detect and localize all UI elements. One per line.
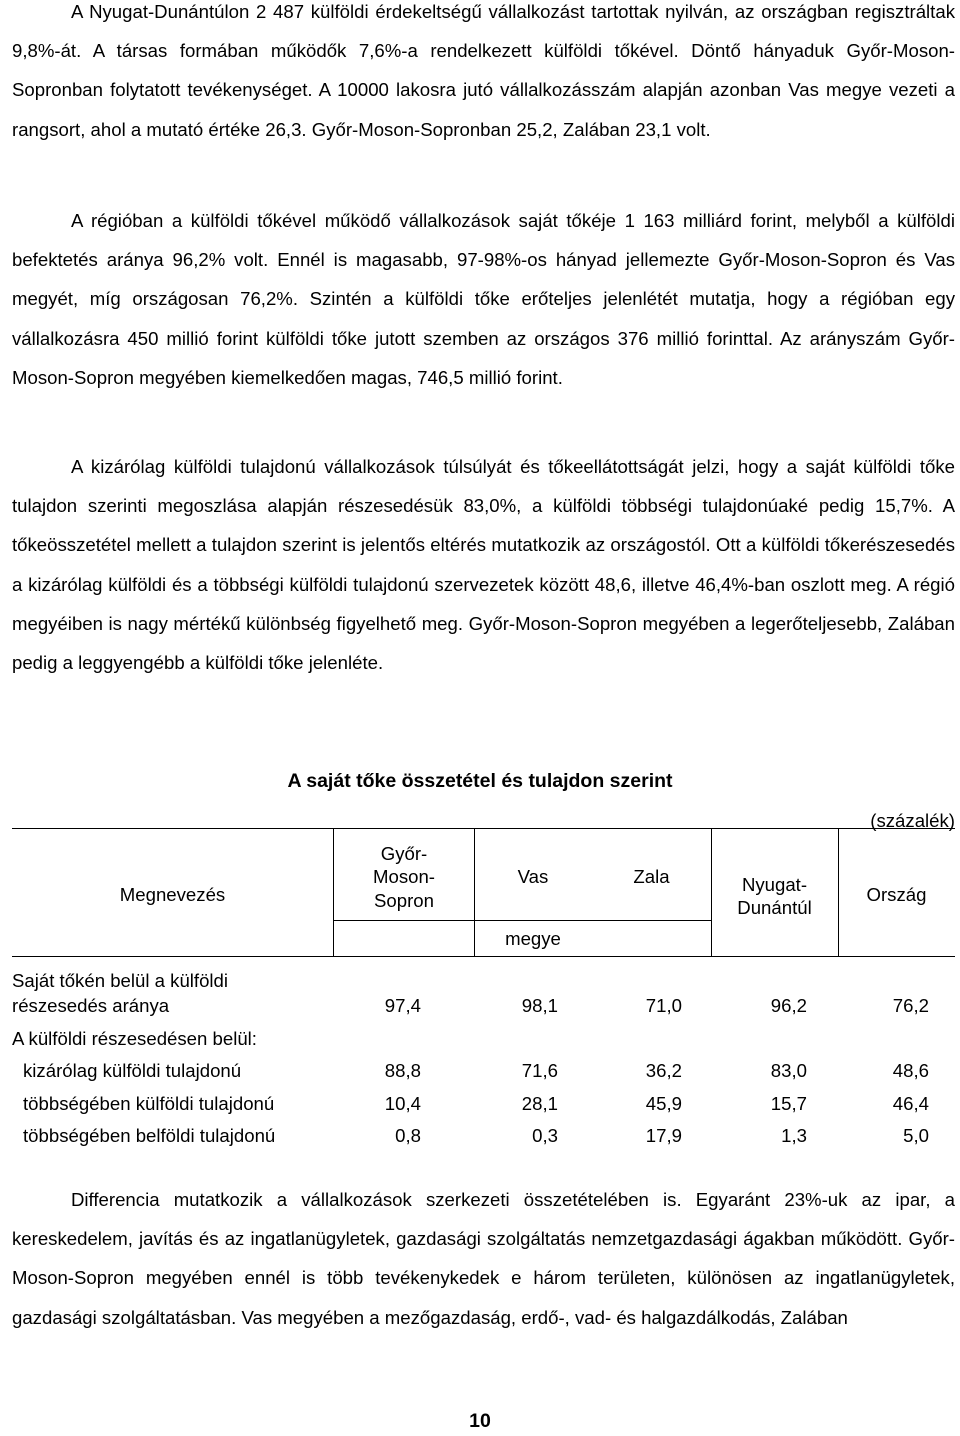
table-cell: 45,9 xyxy=(645,1093,682,1114)
table-cell: 15,7 xyxy=(770,1093,807,1114)
table-cell: 0,8 xyxy=(395,1125,421,1146)
header-gyms-line3: Sopron xyxy=(374,890,434,911)
table-cell: 0,3 xyxy=(532,1125,558,1146)
row-label: kizárólag külföldi tulajdonú xyxy=(23,1060,242,1081)
table-cell: 5,0 xyxy=(903,1125,929,1146)
page-number: 10 xyxy=(469,1410,491,1432)
header-nyd-line1: Nyugat- xyxy=(741,874,808,895)
table-cell: 36,2 xyxy=(645,1060,682,1081)
row-label: Saját tőkén belül a külföldi xyxy=(12,970,229,991)
table-cell: 76,2 xyxy=(892,995,929,1016)
table-cell: 17,9 xyxy=(645,1125,682,1146)
table-cell: 46,4 xyxy=(892,1093,929,1114)
table-cell: 96,2 xyxy=(770,995,807,1016)
table-header-rule xyxy=(12,956,955,957)
header-name: Megnevezés xyxy=(119,884,226,905)
table-cell: 71,0 xyxy=(645,995,682,1016)
table-cell: 10,4 xyxy=(384,1093,421,1114)
header-gyms-line2: Moson- xyxy=(372,866,435,887)
table-cell: 97,4 xyxy=(384,995,421,1016)
table-cell: 28,1 xyxy=(521,1093,558,1114)
table-top-rule xyxy=(12,828,955,829)
row-label: többségében külföldi tulajdonú xyxy=(23,1093,275,1114)
header-vas: Vas xyxy=(517,866,549,887)
table-subheader-rule xyxy=(334,920,711,921)
equity-table xyxy=(12,828,955,1148)
paragraph-foreign-enterprises: A Nyugat-Dunántúlon 2 487 külföldi érdekeltségű vállalkozást tartottak nyilván, az országban regisztráltak 9,8%-át. A társas formában működők 7,6%-a rendelkezett külföldi tőkével. Döntő hányaduk Győr-Moson-Sopronban folytatott tevékenységet. A 10000 lakosra jutó vállalkozásszám alapján azonban Vas megye vezeti a rangsort, ahol a mutató értéke 26,3. Győr-Moson-Sopronban 25,2, Zalában 23,1 volt. xyxy=(12,1,955,140)
row-label: részesedés aránya xyxy=(12,995,170,1016)
table-cell: 71,6 xyxy=(521,1060,558,1081)
paragraph-ownership-share: A kizárólag külföldi tulajdonú vállalkozások túlsúlyát és tőkeellátottságát jelzi, hogy a saját külföldi tőke tulajdon szerinti megoszlása alapján részesedésük 83,0%, a külföldi többségi tulajdonúaké pedig 15,7%. A tőkeösszetétel mellett a tulajdon szerint is jelentős eltérés mutatkozik az országostól. Ott a külföldi tőkerészesedés a kizárólag külföldi és a többségi külföldi tulajdonú szervezetek között 48,6, illetve 46,4%-ban oszlott meg. A régió megyéiben is nagy mértékű különbség figyelhető meg. Győr-Moson-Sopron megyében a legerőteljesebb, Zalában pedig a leggyengébb a külföldi tőke jelenléte. xyxy=(12,456,955,674)
table-unit: (százalék) xyxy=(870,810,955,831)
header-zala: Zala xyxy=(633,866,670,887)
header-nyd-line2: Dunántúl xyxy=(737,897,812,918)
table-cell: 98,1 xyxy=(521,995,558,1016)
header-megye: megye xyxy=(505,928,561,949)
table-cell: 48,6 xyxy=(892,1060,929,1081)
header-orszag: Ország xyxy=(866,884,927,905)
table-subheading: A külföldi részesedésen belül: xyxy=(12,1028,257,1049)
table-cell: 88,8 xyxy=(384,1060,421,1081)
header-gyms-line1: Győr- xyxy=(380,843,428,864)
paragraph-sector-structure: Differencia mutatkozik a vállalkozások szerkezeti összetételében is. Egyaránt 23%-uk az ipar, a kereskedelem, javítás és az ingatlanügyletek, gazdasági szolgáltatás nemzetgazdasági ágakban működött. Győr-Moson-Sopron megyében ennél is több tevékenykedek e három területen, különösen az ingatlanügyletek, gazdasági szolgáltatásban. Vas megyében a mezőgazdaság, erdő-, vad- és halgazdálkodás, Zalában xyxy=(12,1189,955,1328)
table-cell: 1,3 xyxy=(781,1125,807,1146)
row-label: többségében belföldi tulajdonú xyxy=(23,1125,276,1146)
paragraph-equity-capital: A régióban a külföldi tőkével működő vállalkozások saját tőkéje 1 163 milliárd forint, melyből a külföldi befektetés aránya 96,2% volt. Ennél is magasabb, 97-98%-os hányad jellemezte Győr-Moson-Sopron és Vas megyét, míg országosan 76,2%. Szintén a külföldi tőke erőteljes jelenlétét mutatja, hogy a régióban egy vállalkozásra 450 millió forint külföldi tőke jutott szemben az országos 376 millió forinttal. Az arányszám Győr-Moson-Sopron megyében kiemelkedően magas, 746,5 millió forint. xyxy=(12,210,955,388)
table-cell: 83,0 xyxy=(770,1060,807,1081)
table-title: A saját tőke összetétel és tulajdon szerint xyxy=(287,770,673,792)
